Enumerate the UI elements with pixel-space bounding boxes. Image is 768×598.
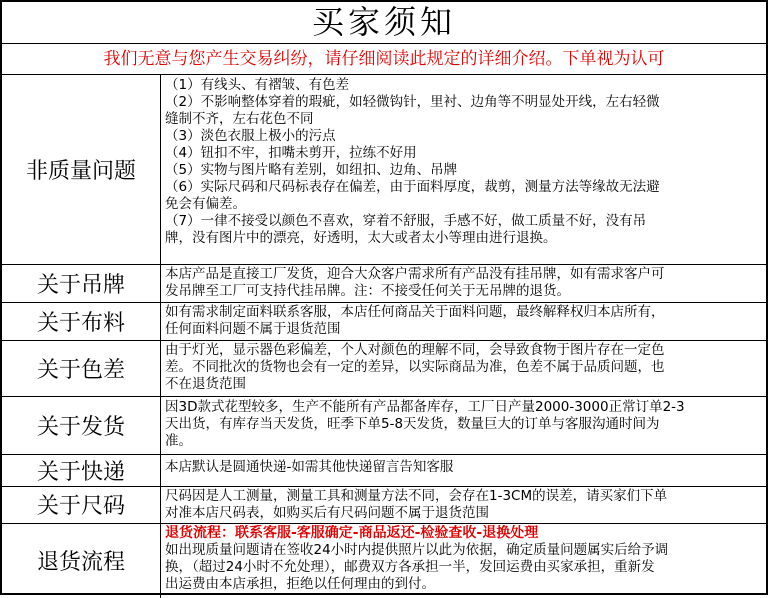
content-line: （4）钮扣不牢，扣嘴未剪开，拉练不好用 [165,145,417,161]
content-line: 准。 [165,432,192,449]
row-content [161,340,767,396]
content-line: 缝制不齐，左右花色不同 [165,111,314,127]
policy-table [2,75,766,598]
content-line: （5）实物与图片略有差别，如纽扣、边角、吊牌 [165,162,458,178]
policy-row-courier [2,454,766,486]
row-content [161,396,767,454]
policy-row-size [2,486,766,523]
row-content [161,454,767,486]
policy-row-shipping [2,396,766,454]
row-label: 关于快递 [2,454,161,486]
content-line: （7）一律不接受以颜色不喜欢，穿着不舒服，手感不好，做工质量不好，没有吊 [165,213,647,229]
content-line: （2）不影响整体穿着的瑕疵，如轻微钩针，里衬、边角等不明显处开线，左右轻微 [165,94,660,110]
row-content [161,75,767,264]
policy-row-color-difference [2,340,766,396]
policy-row-returns [2,523,766,598]
row-label: 退货流程 [2,523,161,598]
red-notice: 我们无意与您产生交易纠纷，请仔细阅读此规定的详细介绍。下单视为认可 [2,44,766,75]
content-line: 不在退货范围 [165,375,246,392]
content-line: 如出现质量问题请在签收24小时内提供照片以此为依据，确定质量问题属实后给予调 [165,541,669,558]
content-line: 本店默认是圆通快递-如需其他快递留言告知客服 [165,458,454,475]
row-label: 关于布料 [2,302,161,340]
policy-row-fabric [2,302,766,340]
row-content [161,264,767,302]
content-line: 尺码因是人工测量，测量工具和测量方法不同，会存在1-3CM的误差，请买家们下单 [165,487,668,504]
row-content [161,523,767,598]
row-content [161,486,767,523]
row-label: 关于色差 [2,340,161,396]
content-line: 由于灯光，显示器色彩偏差，个人对颜色的理解不同，会导致食物于图片存在一定色 [165,341,665,358]
content-line: 换，（超过24小时不允处理），邮费双方各承担一半，发回运费由买家承担，重新发 [165,558,655,575]
content-line: 如有需求制定面料联系客服，本店任何商品关于面料问题，最终解释权归本店所有， [165,303,665,320]
row-label: 关于发货 [2,396,161,454]
content-line: （6）实际尺码和尺码标表存在偏差，由于面料厚度，裁剪，测量方法等缘故无法避 [165,179,660,195]
row-label: 非质量问题 [2,75,161,264]
content-line: （1）有线头、有褶皱、有色差 [165,77,350,93]
content-line: 免会有偏差。 [165,196,246,212]
row-label: 关于尺码 [2,486,161,523]
content-line: 牌，没有图片中的漂亮，好透明，太大或者太小等理由进行退换。 [165,230,557,246]
content-line: 本店产品是直接工厂发货，迎合大众客户需求所有产品没有挂吊牌，如有需求客户可 [165,265,665,282]
content-line: 差。不同批次的货物也会有一定的差异，以实际商品为准，色差不属于品质问题，也 [165,358,665,375]
row-label: 关于吊牌 [2,264,161,302]
content-line: （3）淡色衣服上极小的污点 [165,128,336,144]
content-line: 因3D款式花型较多，生产不能所有产品都备库存，工厂日产量2000-3000正常订单2-3 [165,398,685,415]
content-line: 发吊牌至工厂可支持代挂吊牌。注：不接受任何关于无吊牌的退货。 [165,282,570,299]
content-line: 天出货，有库存当天发货，旺季下单5-8天发货，数量巨大的订单与客服沟通时间为 [165,415,660,432]
returns-process-heading: 退货流程：联系客服-客服确定-商品返还-检验查收-退换处理 [165,524,539,541]
row-content [161,302,767,340]
page-title: 买家须知 [2,2,766,44]
policy-row-non-quality [2,75,766,264]
policy-row-tags [2,264,766,302]
content-line: 对准本店尺码表，如购买后有尺码问题不属于退货范围 [165,504,489,521]
content-line: 出运费由本店承担，拒绝以任何理由的到付。 [165,575,435,592]
content-line: 任何面料问题不属于退货范围 [165,320,341,337]
